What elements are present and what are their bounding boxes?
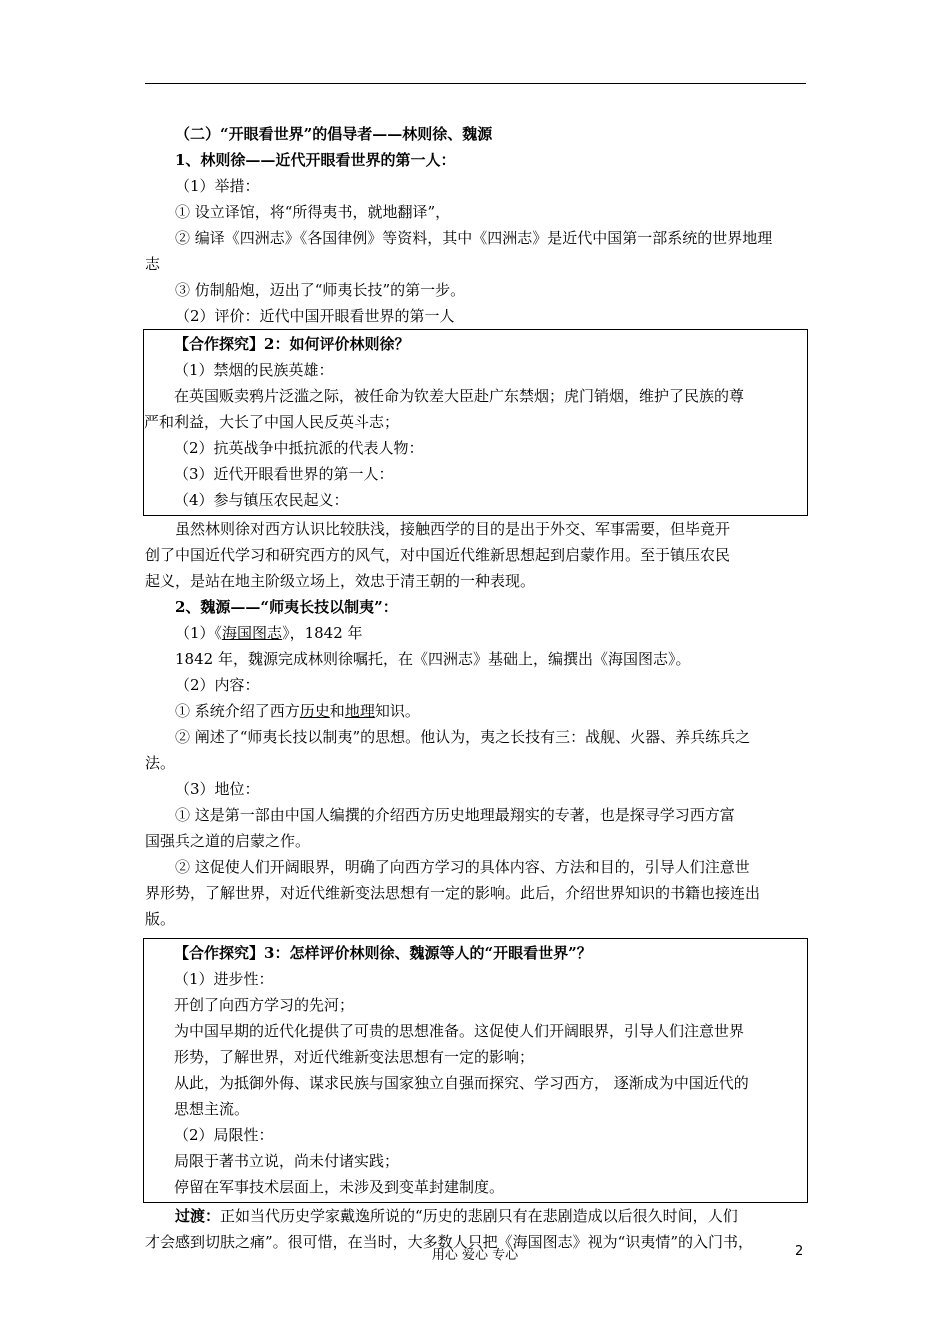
wei-book-post: 》，1842 年 — [282, 624, 363, 642]
lin-measures-label: （1）举措： — [175, 177, 260, 195]
transition-line-b: 才会感到切肤之痛”。很可惜，在当时，大多数人只把《海国图志》视为“识夷情”的入门书， — [145, 1233, 754, 1251]
inquiry-2-line-5: （4）参与镇压农民起义： — [174, 491, 349, 509]
inquiry-2-line-1: （1）禁烟的民族英雄： — [174, 361, 334, 379]
section-title: （二）“开眼看世界”的倡导者——林则徐、魏源 — [175, 125, 493, 143]
inquiry-2-line-2a: 在英国贩卖鸦片泛滥之际，被任命为钦差大臣赴广东禁烟；虎门销烟，维护了民族的尊 — [174, 387, 745, 405]
inquiry-3-line-1: （1）进步性： — [174, 970, 274, 988]
inquiry-3-line-6: 局限于著书立说，尚未付诸实践； — [174, 1152, 400, 1170]
wei-status-2c: 版。 — [145, 910, 176, 928]
wei-content-label: （2）内容： — [175, 676, 260, 694]
wei-status-2a: ② 这促使人们开阔眼界，明确了向西方学习的具体内容、方法和目的，引导人们注意世 — [175, 858, 750, 876]
wei-content-1-geography: 地理 — [344, 702, 375, 720]
inquiry-2-line-2b: 严和利益，大长了中国人民反英斗志； — [144, 413, 400, 431]
wei-book — [145, 620, 809, 646]
footer-text: 用心 爱心 专心 — [431, 1248, 519, 1263]
lin-measure-3: ③ 仿制船炮，迈出了“师夷长技”的第一步。 — [175, 281, 466, 299]
inquiry-box-3 — [143, 938, 808, 1203]
wei-status-1b: 国强兵之道的启蒙之作。 — [145, 832, 311, 850]
page-number: 2 — [795, 1244, 804, 1259]
lin-heading: 1、林则徐——近代开眼看世界的第一人： — [175, 151, 456, 169]
lin-measure-2b: 志 — [145, 255, 161, 273]
inquiry-3-title: 【合作探究】3：怎样评价林则徐、魏源等人的“开眼看世界”？ — [174, 944, 592, 962]
document-body — [145, 121, 809, 1255]
wei-book-desc: 1842 年，魏源完成林则徐嘱托，在《四洲志》基础上，编撰出《海国图志》。 — [175, 650, 691, 668]
lin-evaluation: （2）评价：近代中国开眼看世界的第一人 — [175, 307, 455, 325]
transition-line-a — [145, 1203, 809, 1229]
inquiry-2-title-bracket: 【合作探究】 — [174, 335, 265, 353]
paragraph-1a: 虽然林则徐对西方认识比较肤浅，接触西学的目的是出于外交、军事需要，但毕竟开 — [175, 520, 731, 538]
inquiry-2-line-3: （2）抗英战争中抵抗派的代表人物： — [174, 439, 424, 457]
inquiry-2-title-rest: 2：如何评价林则徐？ — [264, 335, 410, 353]
inquiry-3-line-7: 停留在军事技术层面上，未涉及到变革封建制度。 — [174, 1178, 505, 1196]
inquiry-3-line-2: 开创了向西方学习的先河； — [174, 996, 355, 1014]
transition-text-a: 正如当代历史学家戴逸所说的“历史的悲剧只有在悲剧造成以后很久时间，人们 — [220, 1207, 738, 1225]
inquiry-3-line-4a: 从此，为抵御外侮、谋求民族与国家独立自强而探究、学习西方， 逐渐成为中国近代的 — [174, 1074, 749, 1092]
wei-book-title: 海国图志 — [222, 624, 283, 642]
transition-label: 过渡： — [175, 1207, 221, 1225]
wei-content-1-history: 历史 — [299, 702, 330, 720]
wei-heading: 2、魏源——“师夷长技以制夷”： — [175, 598, 398, 616]
inquiry-3-line-3b: 形势，了解世界，对近代维新变法思想有一定的影响； — [174, 1048, 535, 1066]
wei-content-2b: 法。 — [145, 754, 176, 772]
wei-status-1a: ① 这是第一部由中国人编撰的介绍西方历史地理最翔实的专著，也是探寻学习西方富 — [175, 806, 735, 824]
wei-status-2b: 界形势，了解世界，对近代维新变法思想有一定的影响。此后，介绍世界知识的书籍也接连出 — [145, 884, 761, 902]
wei-content-2a: ② 阐述了“师夷长技以制夷”的思想。他认为，夷之长技有三：战舰、火器、养兵练兵之 — [175, 728, 751, 746]
lin-measure-2a: ② 编译《四洲志》《各国律例》等资料，其中《四洲志》是近代中国第一部系统的世界地理 — [175, 229, 773, 247]
inquiry-3-line-5: （2）局限性： — [174, 1126, 274, 1144]
wei-content-1-post: 知识。 — [374, 702, 420, 720]
wei-content-1-pre: ① 系统介绍了西方 — [175, 702, 300, 720]
lin-measure-1: ① 设立译馆，将“所得夷书，就地翻译”， — [175, 203, 451, 221]
inquiry-box-2 — [143, 329, 808, 516]
wei-status-label: （3）地位： — [175, 780, 260, 798]
inquiry-3-line-3a: 为中国早期的近代化提供了可贵的思想准备。这促使人们开阔眼界，引导人们注意世界 — [174, 1022, 745, 1040]
wei-book-pre: （1）《 — [175, 624, 223, 642]
paragraph-1b: 创了中国近代学习和研究西方的风气，对中国近代维新思想起到启蒙作用。至于镇压农民 — [145, 546, 731, 564]
wei-content-1-mid: 和 — [329, 702, 345, 720]
paragraph-1c: 起义，是站在地主阶级立场上，效忠于清王朝的一种表现。 — [145, 572, 536, 590]
wei-content-1 — [145, 698, 809, 724]
inquiry-2-line-4: （3）近代开眼看世界的第一人： — [174, 465, 394, 483]
inquiry-2-title — [144, 331, 807, 357]
header-rule — [145, 83, 806, 84]
inquiry-3-line-4b: 思想主流。 — [174, 1100, 250, 1118]
